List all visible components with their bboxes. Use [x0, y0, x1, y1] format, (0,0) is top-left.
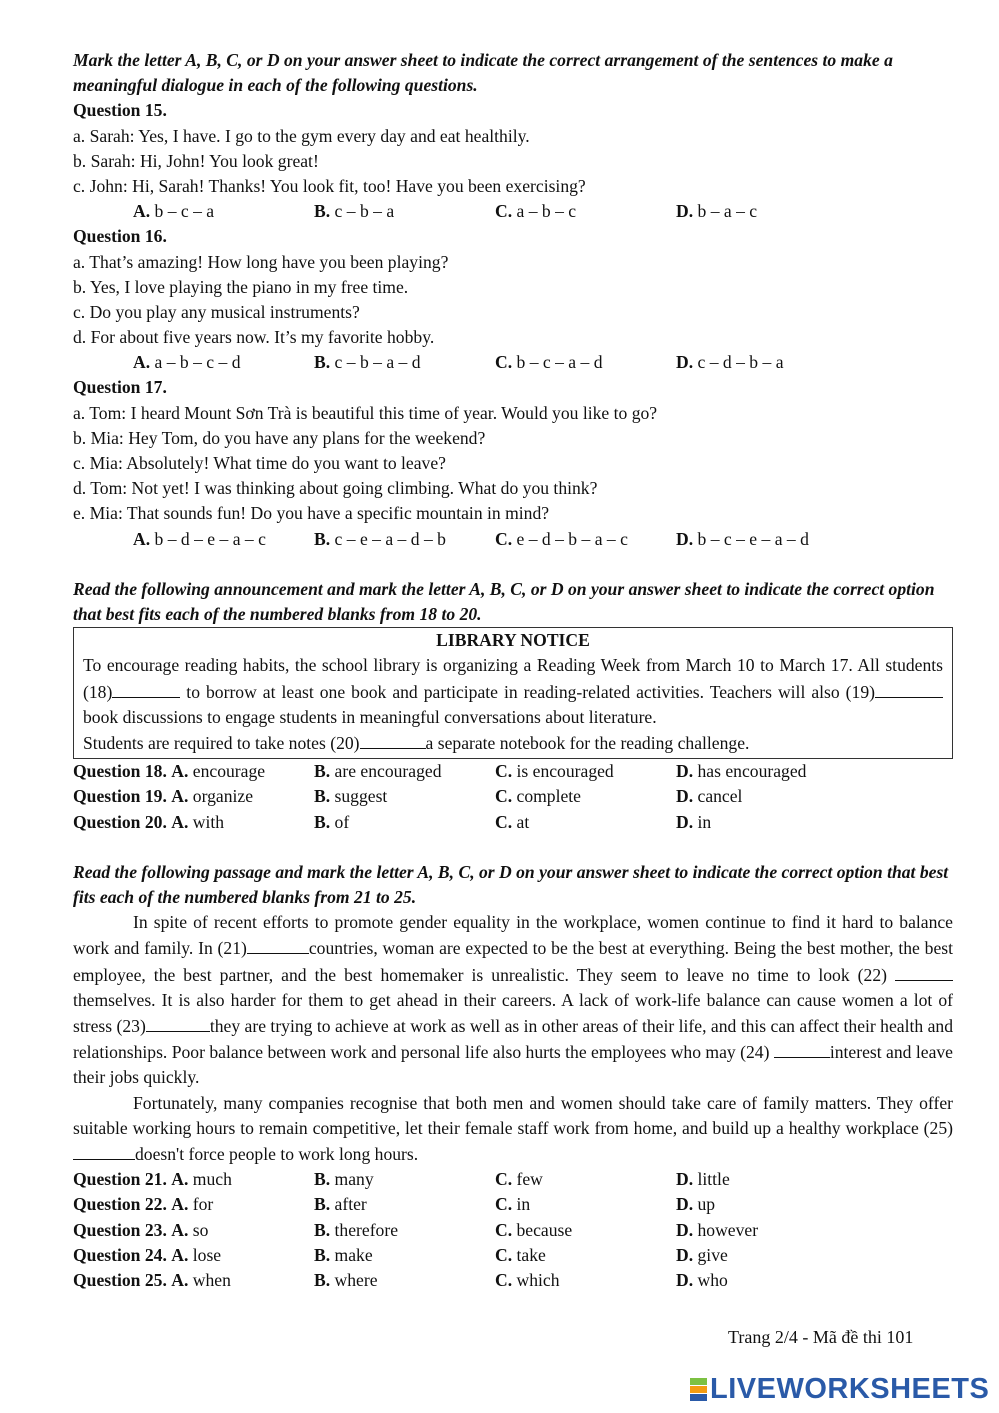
question-23-row — [73, 1218, 953, 1243]
section3-instruction: Read the following passage and mark the letter A, B, C, or D on your answer sheet to indicate the correct option that best fits each of the numbered blanks from 21 to 25. — [73, 861, 949, 907]
q16-option-d[interactable]: D. c – d – b – a — [676, 352, 784, 373]
q16-option-a[interactable]: A. a – b – c – d — [133, 352, 241, 373]
q17-line-a: a. Tom: I heard Mount Sơn Trà is beautiful this time of year. Would you like to go? — [73, 402, 658, 423]
liveworksheets-logo — [690, 1374, 989, 1404]
q23-option-b[interactable]: B. therefore — [314, 1219, 399, 1240]
question-18-row — [73, 759, 953, 784]
q25-option-b[interactable]: B. where — [314, 1269, 378, 1290]
q22-option-c[interactable]: C. in — [495, 1194, 531, 1215]
q22-option-d[interactable]: D. up — [676, 1194, 716, 1215]
q15-option-b[interactable]: B. c – b – a — [314, 201, 395, 222]
q21-option-c[interactable]: C. few — [495, 1169, 543, 1190]
q21-option-b[interactable]: B. many — [314, 1169, 374, 1190]
q24-option-c[interactable]: C. take — [495, 1244, 546, 1265]
q23-option-a[interactable]: Question 23. A. so — [73, 1219, 209, 1240]
q20-option-d[interactable]: D. in — [676, 811, 712, 832]
q15-line-a: a. Sarah: Yes, I have. I go to the gym every day and eat healthily. — [73, 125, 530, 146]
page-footer: Trang 2/4 - Mã đề thi 101 — [728, 1327, 914, 1347]
question-21-row — [73, 1167, 953, 1192]
reading-passage — [73, 910, 953, 1167]
blank-24[interactable] — [774, 1039, 830, 1058]
question-22-row — [73, 1192, 953, 1217]
notice-paragraph-2: Students are required to take notes (20) a separate notebook for the reading challenge. — [83, 730, 943, 756]
q17-option-b[interactable]: B. c – e – a – d – b — [314, 528, 446, 549]
q15-line-b: b. Sarah: Hi, John! You look great! — [73, 150, 319, 171]
q25-option-a[interactable]: Question 25. A. when — [73, 1269, 231, 1290]
question-16-title: Question 16. — [73, 226, 167, 247]
blank-22[interactable] — [895, 962, 953, 981]
q16-options — [73, 350, 953, 375]
q17-line-e: e. Mia: That sounds fun! Do you have a specific mountain in mind? — [73, 503, 550, 524]
question-24-row — [73, 1243, 953, 1268]
q22-option-b[interactable]: B. after — [314, 1194, 367, 1215]
q16-option-b[interactable]: B. c – b – a – d — [314, 352, 421, 373]
q17-line-b: b. Mia: Hey Tom, do you have any plans for the weekend? — [73, 427, 486, 448]
q23-option-c[interactable]: C. because — [495, 1219, 573, 1240]
q15-line-c: c. John: Hi, Sarah! Thanks! You look fit, too! Have you been exercising? — [73, 175, 586, 196]
q18-option-b[interactable]: B. are encouraged — [314, 761, 442, 782]
notice-paragraph-1: To encourage reading habits, the school library is organizing a Reading Week from March 10 to March 17. All students (18) to borrow at least one book and participate in reading-related activities. Teachers will also (19) book discussions to engage students in meaningful conversations about literature. — [83, 655, 943, 727]
q17-option-a[interactable]: A. b – d – e – a – c — [133, 528, 266, 549]
question-17-title: Question 17. — [73, 377, 167, 398]
q24-option-b[interactable]: B. make — [314, 1244, 373, 1265]
section1-instruction: Mark the letter A, B, C, or D on your answer sheet to indicate the correct arrangement of the sentences to make a meaningful dialogue in each of the following questions. — [73, 50, 893, 96]
q24-option-a[interactable]: Question 24. A. lose — [73, 1244, 222, 1265]
q17-line-c: c. Mia: Absolutely! What time do you want to leave? — [73, 453, 446, 474]
blank-25[interactable] — [73, 1141, 135, 1160]
question-19-row — [73, 784, 953, 809]
q21-option-a[interactable]: Question 21. A. much — [73, 1169, 232, 1190]
q25-option-d[interactable]: D. who — [676, 1269, 728, 1290]
worksheet-page — [73, 48, 953, 1293]
q16-line-d: d. For about five years now. It’s my favorite hobby. — [73, 327, 435, 348]
q24-option-d[interactable]: D. give — [676, 1244, 728, 1265]
q16-line-b: b. Yes, I love playing the piano in my free time. — [73, 276, 409, 297]
blank-18[interactable] — [112, 679, 180, 698]
library-notice-box — [73, 627, 953, 759]
blank-20[interactable] — [360, 730, 426, 749]
q18-option-c[interactable]: C. is encouraged — [495, 761, 614, 782]
q20-option-c[interactable]: C. at — [495, 811, 530, 832]
question-15-title: Question 15. — [73, 100, 167, 121]
q23-option-d[interactable]: D. however — [676, 1219, 759, 1240]
liveworksheets-logo-icon — [690, 1377, 707, 1401]
q22-option-a[interactable]: Question 22. A. for — [73, 1194, 214, 1215]
q16-line-c: c. Do you play any musical instruments? — [73, 301, 360, 322]
q20-option-b[interactable]: B. of — [314, 811, 350, 832]
q19-option-d[interactable]: D. cancel — [676, 786, 743, 807]
q19-option-a[interactable]: Question 19. A. organize — [73, 786, 254, 807]
q15-option-c[interactable]: C. a – b – c — [495, 201, 577, 222]
blank-19[interactable] — [875, 679, 943, 698]
brand-name: LIVEWORKSHEETS — [710, 1372, 990, 1405]
q18-option-d[interactable]: D. has encouraged — [676, 761, 807, 782]
passage-paragraph-2: Fortunately, many companies recognise that both men and women should take care of family matters. They offer suitable working hours to remain competitive, let their female staff work from home, and build up a healthy workplace (25) doesn't force people to work long hours. — [73, 1092, 953, 1164]
notice-title: LIBRARY NOTICE — [436, 630, 590, 651]
passage-paragraph-1: In spite of recent efforts to promote gender equality in the workplace, women continue to find it hard to balance work and family. In (21) countries, woman are expected to be the best at everything. Being the best mother, the best employee, the best partner, and the best homemaker is unrealistic. They seem to leave no time to look (22) themselves. It is also harder for them to get ahead in their careers. A lack of work-life balance can cause women a lot of stress (23) they are trying to achieve at work as well as in other areas of their life, and this can affect their health and relationships. Poor balance between work and personal life also hurts the employees who may (24) interest and leave their jobs quickly. — [73, 912, 953, 1088]
q18-option-a[interactable]: Question 18. A. encourage — [73, 761, 266, 782]
q21-option-d[interactable]: D. little — [676, 1169, 730, 1190]
q20-option-a[interactable]: Question 20. A. with — [73, 811, 225, 832]
q15-options — [73, 199, 953, 224]
question-20-row — [73, 810, 953, 835]
q17-option-c[interactable]: C. e – d – b – a – c — [495, 528, 628, 549]
q19-option-b[interactable]: B. suggest — [314, 786, 388, 807]
q19-option-c[interactable]: C. complete — [495, 786, 581, 807]
q17-options — [73, 527, 953, 552]
q15-option-a[interactable]: A. b – c – a — [133, 201, 215, 222]
q16-option-c[interactable]: C. b – c – a – d — [495, 352, 603, 373]
q17-option-d[interactable]: D. b – c – e – a – d — [676, 528, 809, 549]
section2-instruction: Read the following announcement and mark the letter A, B, C, or D on your answer sheet to indicate the correct option that best fits each of the numbered blanks from 18 to 20. — [73, 578, 935, 624]
blank-21[interactable] — [247, 935, 309, 954]
q25-option-c[interactable]: C. which — [495, 1269, 560, 1290]
question-25-row — [73, 1268, 953, 1293]
q15-option-d[interactable]: D. b – a – c — [676, 201, 758, 222]
q16-line-a: a. That’s amazing! How long have you been playing? — [73, 251, 449, 272]
q17-line-d: d. Tom: Not yet! I was thinking about going climbing. What do you think? — [73, 478, 598, 499]
blank-23[interactable] — [146, 1013, 210, 1032]
